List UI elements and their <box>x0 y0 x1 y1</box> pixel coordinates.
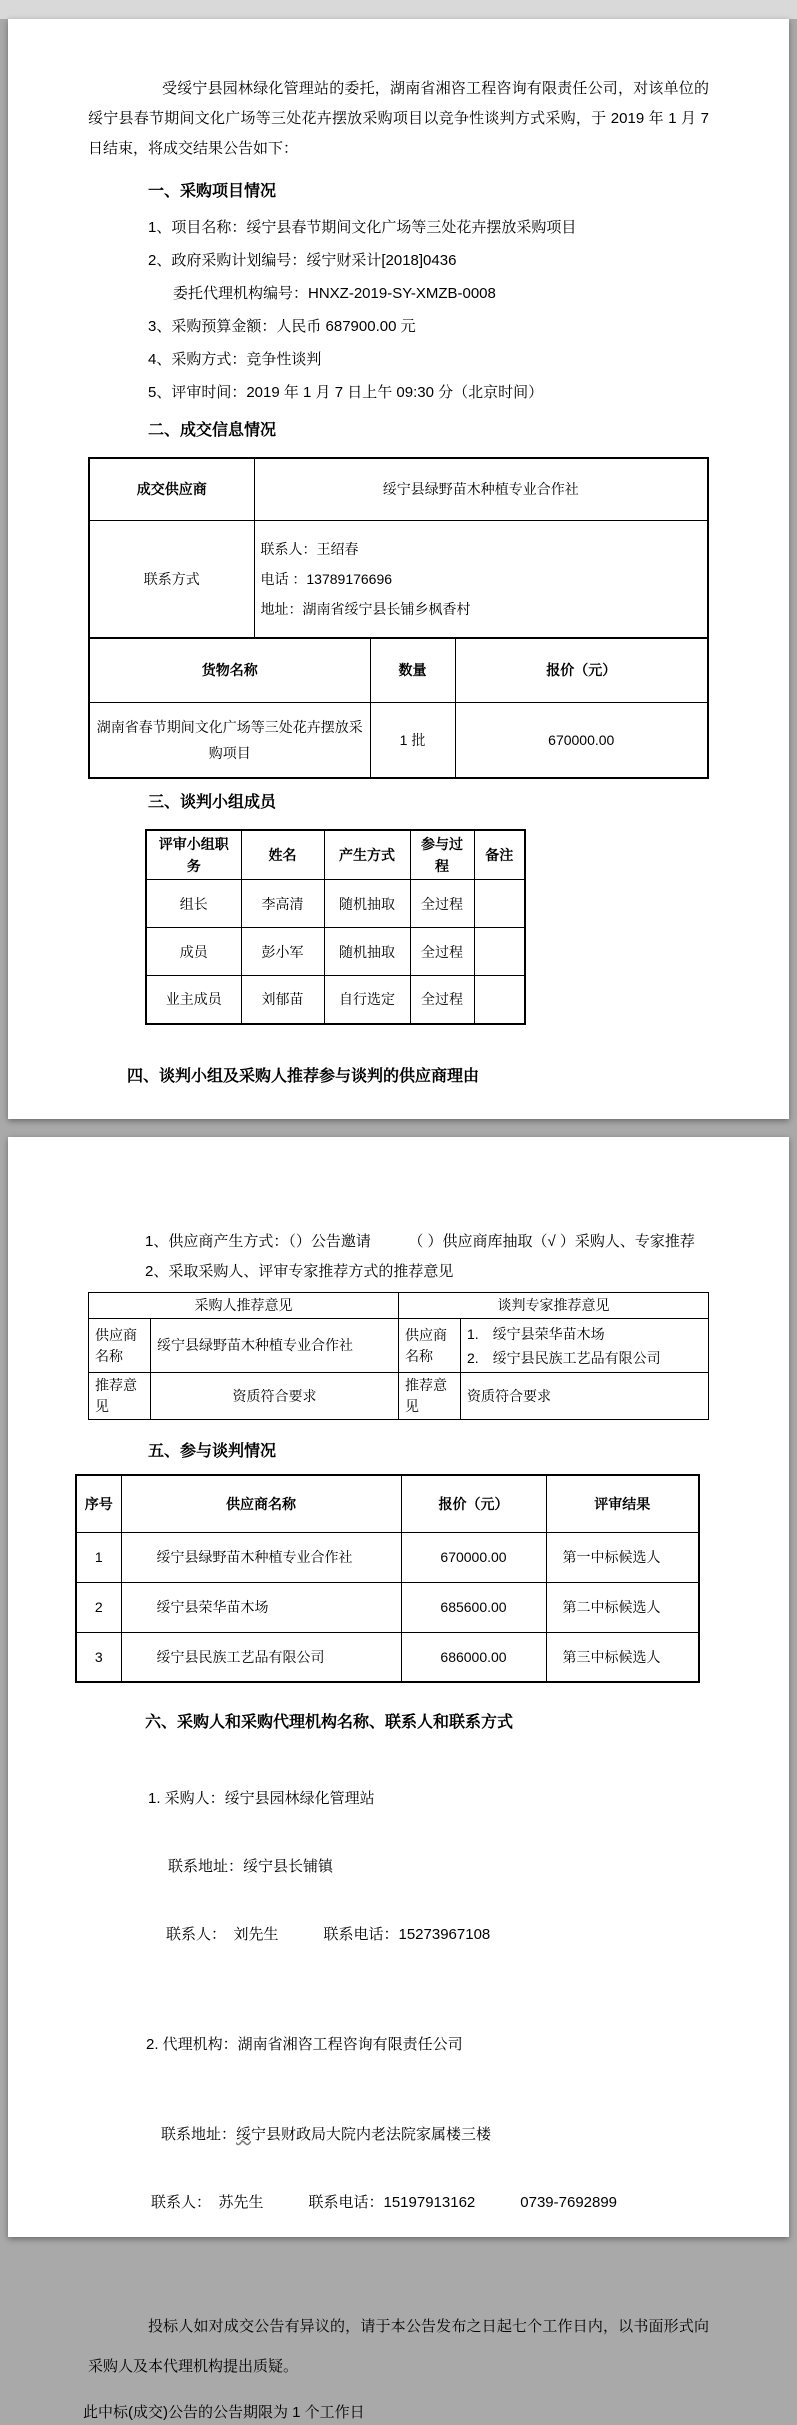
bid-supplier: 绥宁县民族工艺品有限公司 <box>121 1632 401 1682</box>
bid-no: 3 <box>76 1632 121 1682</box>
contact-address: 地址：湖南省绥宁县长铺乡枫香村 <box>260 600 471 617</box>
panel-remark <box>474 928 525 976</box>
bid-result: 第三中标候选人 <box>546 1632 699 1682</box>
purchaser-opinion-label: 推荐意见 <box>89 1373 151 1420</box>
bid-result: 第一中标候选人 <box>546 1532 699 1582</box>
bid-price-header: 报价（元） <box>401 1475 546 1532</box>
supplier-source-line: 1、供应商产生方式：（）公告邀请 （ ）供应商库抽取（√ ）采购人、专家推荐 <box>145 1233 695 1250</box>
agency-name-line: 2. 代理机构：湖南省湘咨工程咨询有限责任公司 <box>146 2036 463 2053</box>
bid-price: 670000.00 <box>401 1532 546 1582</box>
award-supplier-name: 绥宁县绿野苗木种植专业合作社 <box>254 458 708 520</box>
panel-participation: 全过程 <box>410 976 474 1024</box>
bid-no: 2 <box>76 1582 121 1632</box>
item-agency-number: 委托代理机构编号：HNXZ-2019-SY-XMZB-0008 <box>173 285 496 302</box>
negotiation-panel-table <box>145 829 526 1025</box>
purchaser-contact-line: 联系人： 刘先生 联系电话：15273967108 <box>166 1926 491 1943</box>
contact-phone: 电话 ：13789176696 <box>260 570 393 587</box>
section-6-title: 六、采购人和采购代理机构名称、联系人和联系方式 <box>145 1714 514 1731</box>
panel-name: 刘郁苗 <box>241 976 324 1024</box>
contact-person: 联系人：王绍春 <box>260 540 359 557</box>
goods-table <box>88 637 709 779</box>
table-row <box>89 1319 709 1373</box>
panel-remark <box>474 880 525 928</box>
goods-price-header: 报价（元） <box>455 638 708 702</box>
expert-opinion: 资质符合要求 <box>461 1373 709 1420</box>
bid-result: 第二中标候选人 <box>546 1582 699 1632</box>
recommendation-table <box>88 1292 709 1420</box>
purchaser-opinion: 资质符合要求 <box>151 1373 399 1420</box>
goods-price: 670000.00 <box>455 702 708 778</box>
panel-role: 成员 <box>146 928 241 976</box>
award-supplier-table <box>88 457 709 639</box>
item-review-time: 5、评审时间：2019 年 1 月 7 日上午 09:30 分（北京时间） <box>148 384 544 401</box>
goods-name: 湖南省春节期间文化广场等三处花卉摆放采购项目 <box>89 702 370 778</box>
panel-name: 李高清 <box>241 880 324 928</box>
purchaser-supplier-label: 供应商名称 <box>89 1319 151 1373</box>
panel-method: 随机抽取 <box>324 880 410 928</box>
expert-supplier-item: 1. 绥宁县荣华苗木场 <box>467 1325 605 1342</box>
page-2 <box>8 1137 789 2421</box>
expert-opinion-label: 推荐意见 <box>399 1373 461 1420</box>
section-2-title: 二、成交信息情况 <box>148 422 277 439</box>
agency-address-first-char: 绥 <box>236 2126 252 2143</box>
expert-supplier-item: 2. 绥宁县民族工艺品有限公司 <box>467 1349 661 1366</box>
panel-remark <box>474 976 525 1024</box>
table-row <box>76 1632 699 1682</box>
panel-remark-header: 备注 <box>474 830 525 880</box>
agency-contact-line: 联系人： 苏先生 联系电话：15197913162 0739-7692899 <box>151 2194 618 2211</box>
table-row <box>89 458 708 520</box>
section-1-title: 一、采购项目情况 <box>148 183 277 200</box>
table-row <box>146 928 525 976</box>
section-4-title: 四、谈判小组及采购人推荐参与谈判的供应商理由 <box>127 1067 480 1085</box>
table-row <box>76 1532 699 1582</box>
panel-method: 自行选定 <box>324 976 410 1024</box>
table-header-row <box>89 1293 709 1319</box>
bid-no-header: 序号 <box>76 1475 121 1532</box>
contact-details-cell <box>254 520 708 638</box>
panel-role-header: 评审小组职务 <box>146 830 241 880</box>
bid-price: 686000.00 <box>401 1632 546 1682</box>
bid-no: 1 <box>76 1532 121 1582</box>
section-3-title: 三、谈判小组成员 <box>148 794 277 811</box>
bid-supplier: 绥宁县绿野苗木种植专业合作社 <box>121 1532 401 1582</box>
intro-paragraph: 受绥宁县园林绿化管理站的委托，湖南省湘咨工程咨询有限责任公司，对该单位的绥宁县春节期间文化广场等三处花卉摆放采购项目以竞争性谈判方式采购，于 2019 年 1 月 7 日结束，将成交结果公告如下： <box>88 80 709 157</box>
goods-quantity: 1 批 <box>370 702 455 778</box>
agency-address-line <box>88 2125 709 2145</box>
purchaser-address-line: 联系地址：绥宁县长铺镇 <box>168 1858 334 1875</box>
recommend-intro-line: 2、采取采购人、评审专家推荐方式的推荐意见 <box>145 1263 454 1280</box>
expert-supplier-label: 供应商名称 <box>399 1319 461 1373</box>
item-method: 4、采购方式：竞争性谈判 <box>148 351 322 368</box>
agency-address-rest: 宁县财政局大院内老法院家属楼三楼 <box>251 2126 492 2143</box>
table-row <box>89 702 708 778</box>
purchaser-supplier-name: 绥宁县绿野苗木种植专业合作社 <box>151 1319 399 1373</box>
panel-role: 组长 <box>146 880 241 928</box>
page-1 <box>8 19 789 1119</box>
table-row <box>146 880 525 928</box>
panel-participation-header: 参与过程 <box>410 830 474 880</box>
purchaser-recommend-header: 采购人推荐意见 <box>89 1293 399 1319</box>
bid-results-table <box>75 1474 700 1683</box>
purchaser-name-line: 1. 采购人：绥宁县园林绿化管理站 <box>148 1790 375 1807</box>
bid-price: 685600.00 <box>401 1582 546 1632</box>
agency-address-prefix: 联系地址： <box>161 2126 237 2143</box>
table-header-row <box>76 1475 699 1532</box>
panel-name: 彭小军 <box>241 928 324 976</box>
contact-label: 联系方式 <box>89 520 254 638</box>
validity-notice: 此中标(成交)公告的公告期限为 1 个工作日 <box>83 2404 365 2421</box>
section-5-title: 五、参与谈判情况 <box>148 1443 277 1460</box>
goods-name-header: 货物名称 <box>89 638 370 702</box>
item-project-name: 1、项目名称：绥宁县春节期间文化广场等三处花卉摆放采购项目 <box>148 219 577 236</box>
award-supplier-label: 成交供应商 <box>89 458 254 520</box>
table-row <box>89 520 708 638</box>
viewer-top-strip <box>0 0 797 19</box>
item-budget: 3、采购预算金额：人民币 687900.00 元 <box>148 318 416 335</box>
expert-recommend-header: 谈判专家推荐意见 <box>399 1293 709 1319</box>
table-row <box>146 976 525 1024</box>
table-row <box>89 1373 709 1420</box>
objection-notice: 投标人如对成交公告有异议的，请于本公告发布之日起七个工作日内，以书面形式向采购人及本代理机构提出质疑。 <box>88 2318 709 2375</box>
panel-method: 随机抽取 <box>324 928 410 976</box>
table-header-row <box>146 830 525 880</box>
item-plan-number: 2、政府采购计划编号：绥宁财采计[2018]0436 <box>148 252 457 269</box>
bid-supplier-header: 供应商名称 <box>121 1475 401 1532</box>
bid-result-header: 评审结果 <box>546 1475 699 1532</box>
panel-name-header: 姓名 <box>241 830 324 880</box>
table-header-row <box>89 638 708 702</box>
expert-supplier-list <box>461 1319 709 1373</box>
panel-participation: 全过程 <box>410 880 474 928</box>
panel-role: 业主成员 <box>146 976 241 1024</box>
bid-supplier: 绥宁县荣华苗木场 <box>121 1582 401 1632</box>
panel-method-header: 产生方式 <box>324 830 410 880</box>
goods-qty-header: 数量 <box>370 638 455 702</box>
panel-participation: 全过程 <box>410 928 474 976</box>
table-row <box>76 1582 699 1632</box>
